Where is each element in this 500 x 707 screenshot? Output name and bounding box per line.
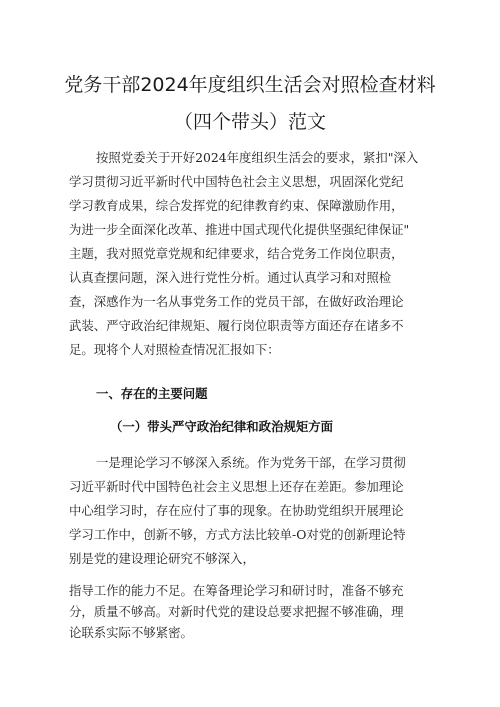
intro-line: 认真查摆问题，深入进行党性分析。通过认真学习和对照检 (69, 270, 392, 285)
document-subtitle: （四个带头）范文 (173, 111, 326, 133)
subsection-heading: （一）带头严守政治纪律和政治规矩方面 (110, 419, 334, 434)
paragraph-line: 别是党的建设理论研究不够深入， (69, 551, 255, 566)
paragraph-line: 指导工作的能力不足。在筹备理论学习和研讨时，准备不够充 (69, 583, 404, 598)
intro-line: 主题，我对照党章党规和纪律要求，结合党务工作岗位职责， (69, 246, 404, 261)
section-heading: 一、存在的主要问题 (96, 386, 208, 401)
paragraph-line: 学习工作中，创新不够，方式方法比较单-O对党的创新理论特 (69, 527, 406, 542)
intro-line: 学习教育成果，综合发挥党的纪律教育约束、保障激励作用， (69, 198, 404, 213)
paragraph-line: 论联系实际不够紧密。 (69, 625, 193, 640)
intro-line: 足。现将个人对照检查情况汇报如下： (69, 342, 280, 357)
intro-line: 学习贯彻习近平新时代中国特色社会主义思想，巩固深化党纪 (69, 174, 404, 189)
paragraph-line: 中心组学习时，存在应付了事的现象。在协助党组织开展理论 (69, 503, 404, 518)
intro-line: 为进一步全面深化改革、推进中国式现代化提供坚强纪律保证" (69, 222, 410, 237)
intro-line: 按照党委关于开好2024年度组织生活会的要求，紧扣"深入 (96, 150, 419, 165)
document-title: 党务干部2024年度组织生活会对照检查材料 (64, 74, 436, 96)
paragraph-line: 习近平新时代中国特色社会主义思想上还存在差距。参加理论 (69, 479, 404, 494)
intro-line: 查，深感作为一名从事党务工作的党员干部，在做好政治理论 (69, 294, 404, 309)
paragraph-line: 分，质量不够高。对新时代党的建设总要求把握不够准确，理 (69, 604, 404, 619)
intro-line: 武装、严守政治纪律规矩、履行岗位职责等方面还存在诸多不 (69, 318, 404, 333)
paragraph-line: 一是理论学习不够深入系统。作为党务干部，在学习贯彻 (96, 455, 406, 470)
